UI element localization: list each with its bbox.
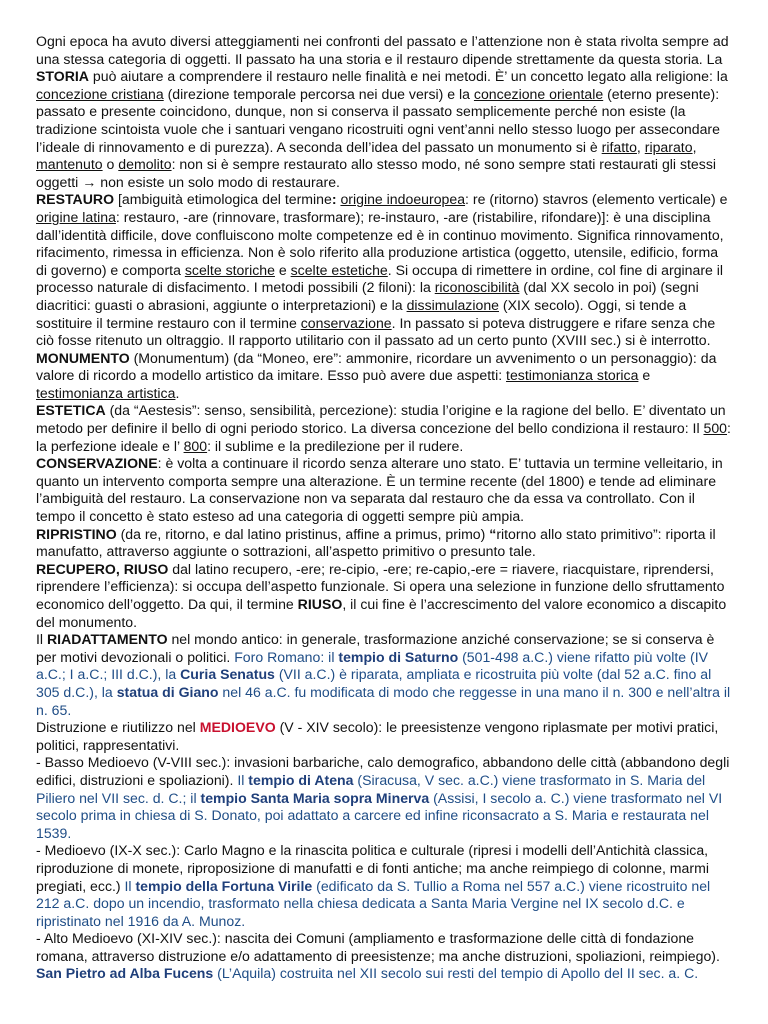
text-run: statua di Giano: [116, 683, 219, 700]
text-run: (Assisi, I secolo a. C.) viene trasformato nel VI secolo prima in chiesa di S. Donato, poi adattato a carcere ed infine riconsacrato a S. Maria e restaurata nel 1539.: [36, 789, 723, 841]
text-run: .: [175, 384, 180, 401]
text-run: 800: [183, 437, 208, 454]
text-run: tempio Santa Maria sopra Minerva: [200, 789, 430, 806]
text-run: RIPRISTINO: [36, 525, 117, 542]
text-run: demolito: [118, 156, 172, 173]
paragraph-alto-medioevo: [36, 930, 732, 965]
text-run: , il cui fine è l’accrescimento del valore economico a discapito del monumento.: [36, 596, 727, 630]
text-run: (direzione temporale percorsa nei due versi) e la: [163, 85, 474, 102]
text-run: San Pietro ad Alba Fucens: [36, 965, 214, 982]
text-run: 500: [703, 420, 728, 437]
text-run: (Monumentum) (da “Moneo, ere”: ammonire, ricordare un avvenimento o un personaggio): da valore di ricordo a modello artistico da imitare. Esso può avere due aspetti:: [36, 349, 717, 384]
text-run: : re (ritorno) stavros (elemento verticale) e: [465, 191, 728, 208]
paragraph-medioevo: [36, 719, 732, 754]
text-run: “: [489, 525, 497, 542]
text-run: o: [102, 156, 119, 173]
text-run: - Medioevo (IX-X sec.): Carlo Magno e la rinascita politica e culturale (ripresi i modelli dell’Antichità classica, riproduzione di monete, riproposizione di manufatti e di fonti antiche; ma anche reimpiego di colonne, marmi pregiati, ecc.): [36, 842, 709, 894]
text-run: concezione cristiana: [36, 85, 164, 102]
text-run: : restauro, -are (rinnovare, trasformare); re-instauro, -are (ristabilire, rifondare)]: è una disciplina dall’identità difficile, dove confluiscono molte competenze ed è in continuo movimento. Significa rinnovamento, rifacimento, rimessa in efficienza. Non è solo riferito alla produzione artistica (oggetto, utensile, edificio, forma di governo) e comporta: [36, 208, 724, 278]
text-run: MONUMENTO: [36, 349, 130, 366]
text-run: concezione orientale: [473, 85, 604, 102]
text-run: testimonianza artistica: [36, 384, 176, 401]
paragraph-storia: [36, 33, 732, 191]
text-run: testimonianza storica: [506, 367, 639, 384]
text-run: (edificato da S. Tullio a Roma nel 557 a.C.) viene ricostruito nel 212 a.C. dopo un incendio, trasformato nella chiesa dedicata a Santa Maria Vergine nel IX secolo d.C. e ripristinato nel 1916 da A. Munoz.: [36, 877, 711, 929]
text-run: tempio di Atena: [248, 771, 354, 788]
text-run: Il: [237, 771, 249, 788]
text-run: origine latina: [36, 208, 116, 225]
text-run: ritorno allo stato primitivo”: riporta il manufatto, attraverso aggiunte o sottrazioni, all’aspetto primitivo o presunto tale.: [36, 525, 716, 560]
text-run: Ogni epoca ha avuto diversi atteggiamenti nei confronti del passato e l’attenzione non è stata rivolta sempre ad una stessa categoria di oggetti. Il passato ha una storia e il restauro dipende strettamente da questa storia. La: [36, 33, 729, 67]
text-run: e: [638, 367, 651, 384]
text-run: origine indoeuropea: [340, 191, 466, 208]
paragraph-basso-medioevo: [36, 754, 732, 842]
paragraph-recupero-riuso: [36, 561, 732, 631]
text-run: : non si è sempre restaurato allo stesso modo, né sono sempre stati restaurati gli stessi oggetti → non esiste un solo modo di restaurare.: [36, 156, 716, 190]
text-run: - Basso Medioevo (V-VIII sec.): invasioni barbariche, calo demografico, abbandono delle città (abbandono degli edifici, distruzioni e spoliazioni).: [36, 754, 730, 788]
text-run: . Si occupa di rimettere in ordine, col fine di arginare il processo naturale di disfacimento. I metodi possibili (2 filoni): la: [36, 261, 724, 296]
text-run: dissimulazione: [406, 296, 499, 313]
text-run: e: [274, 261, 291, 278]
paragraph-conservazione: [36, 455, 732, 525]
text-run: scelte estetiche: [290, 261, 388, 278]
text-run: (VII a.C.) è riparata, ampliata e ricostruita più volte (dal 52 a.C. fino al 305 d.C.), la: [36, 666, 712, 700]
paragraph-riadattamento: [36, 631, 732, 719]
text-run: (XIX secolo). Oggi, si tende a sostituire il termine restauro con il termine: [36, 296, 687, 331]
text-run: RESTAURO: [36, 191, 115, 208]
text-run: scelte storiche: [184, 261, 275, 278]
text-run: : la perfezione ideale e l’: [36, 420, 731, 454]
text-run: nel 46 a.C. fu modificata di modo che reggesse in una mano il n. 300 e nell’altra il n. 65.: [36, 683, 731, 718]
text-run: STORIA: [36, 68, 89, 85]
paragraph-estetica: [36, 402, 732, 455]
text-run: (V - XIV secolo): le preesistenze vengono riplasmate per motivi pratici, politici, rappresentativi.: [36, 719, 719, 753]
text-run: (Siracusa, V sec. a.C.) viene trasformato in S. Maria del Piliero nel VII sec. d. C.; il: [36, 771, 706, 806]
text-run: CONSERVAZIONE: [36, 455, 158, 472]
paragraph-medioevo-ix-x: [36, 842, 732, 930]
text-run: Distruzione e riutilizzo nel: [36, 719, 200, 736]
text-run: può aiutare a comprendere il restauro nelle finalità e nei metodi. È’ un concetto legato alla religione: la: [89, 68, 728, 85]
text-run: ,: [692, 138, 697, 155]
text-run: Il: [36, 631, 47, 648]
text-run: ESTETICA: [36, 402, 106, 419]
text-run: Foro Romano: il: [234, 648, 339, 665]
text-run: dal latino recupero, -ere; re-cipio, -ere; re-capio,-ere = riavere, riacquistare, riprendersi, riprendere l’efficienza): si occupa dell’aspetto funzionale. Si opera una selezione in funzione dello sfruttamento economico dell’oggetto. Da qui, il termine: [36, 560, 725, 612]
paragraph-san-pietro: [36, 965, 732, 983]
text-run: tempio di Saturno: [338, 648, 459, 665]
paragraph-restauro: [36, 191, 732, 349]
text-run: ,: [636, 138, 645, 155]
text-run: RIADATTAMENTO: [46, 631, 168, 648]
text-run: Il: [124, 877, 136, 894]
text-run: (501-498 a.C.) viene rifatto più volte (IV a.C.; I a.C.; III d.C.), la: [36, 648, 709, 683]
text-run: riparato: [644, 138, 693, 155]
text-run: conservazione: [300, 314, 392, 331]
text-run: [ambiguità etimologica del termine: [114, 191, 332, 208]
text-run: :: [331, 191, 337, 208]
text-run: (da re, ritorno, e dal latino pristinus, affine a primus, primo): [116, 525, 490, 542]
text-run: RIUSO: [297, 596, 343, 612]
text-run: (eterno presente): passato e presente coincidono, dunque, non si conserva il passato semplicemente perché non esiste (la tradizione scintoista vuole che i santuari vengano ricostruiti ogni vent’anni nello stesso luogo per assecondare l’ideale di rinnovamento e di purezza). A seconda dell’idea del passato un monumento si è: [36, 85, 720, 155]
text-run: : il sublime e la predilezione per il rudere.: [207, 437, 464, 454]
text-run: Curia Senatus: [180, 666, 275, 683]
text-run: riconoscibilità: [434, 279, 520, 296]
paragraph-monumento: [36, 350, 732, 403]
text-run: rifatto: [601, 138, 637, 155]
paragraph-ripristino: [36, 526, 732, 561]
text-run: nel mondo antico: in generale, trasformazione anziché conservazione; se si conserva è per motivi devozionali o politici.: [36, 631, 715, 665]
text-run: (da “Aestesis”: senso, sensibilità, percezione): studia l’origine e la ragione del bello. E’ diventato un metodo per definire il bello di ogni periodo storico. La diversa concezione del bello condiziona il restauro: Il: [36, 402, 726, 437]
text-run: (L’Aquila) costruita nel XII secolo sui resti del tempio di Apollo del II sec. a. C.: [213, 965, 699, 982]
text-run: tempio della Fortuna Virile: [135, 877, 313, 894]
text-run: : è volta a continuare il ricordo senza alterare uno stato. E’ tuttavia un termine velleitario, in quanto un intervento comporta sempre una alterazione. È un termine recente (del 1800) e tende ad eliminare l’ambiguità del restauro. La conservazione non va separata dal restauro che da essa va controllato. Con il tempo il concetto è stato esteso ad una categoria di oggetti sempre più ampia.: [36, 455, 723, 525]
text-run: - Alto Medioevo (XI-XIV sec.): nascita dei Comuni (ampliamento e trasformazione delle città di fondazione romana, attraverso distruzione e/o adattamento di preesistenze; ma anche distruzioni, spoliazioni, reimpiego).: [36, 930, 720, 964]
text-run: RECUPERO, RIUSO: [36, 560, 169, 577]
text-run: MEDIOEVO: [199, 719, 276, 736]
text-run: (dal XX secolo in poi) (segni diacritici: guasti o abrasioni, aggiunte o interpretazioni) e la: [36, 279, 699, 313]
text-run: . In passato si poteva distruggere e rifare senza che ciò fosse ritenuto un oltraggio. Il rapporto utilitario con il passato ad un certo punto (XVIII sec.) si è interrotto.: [36, 314, 716, 349]
text-run: mantenuto: [36, 156, 103, 173]
